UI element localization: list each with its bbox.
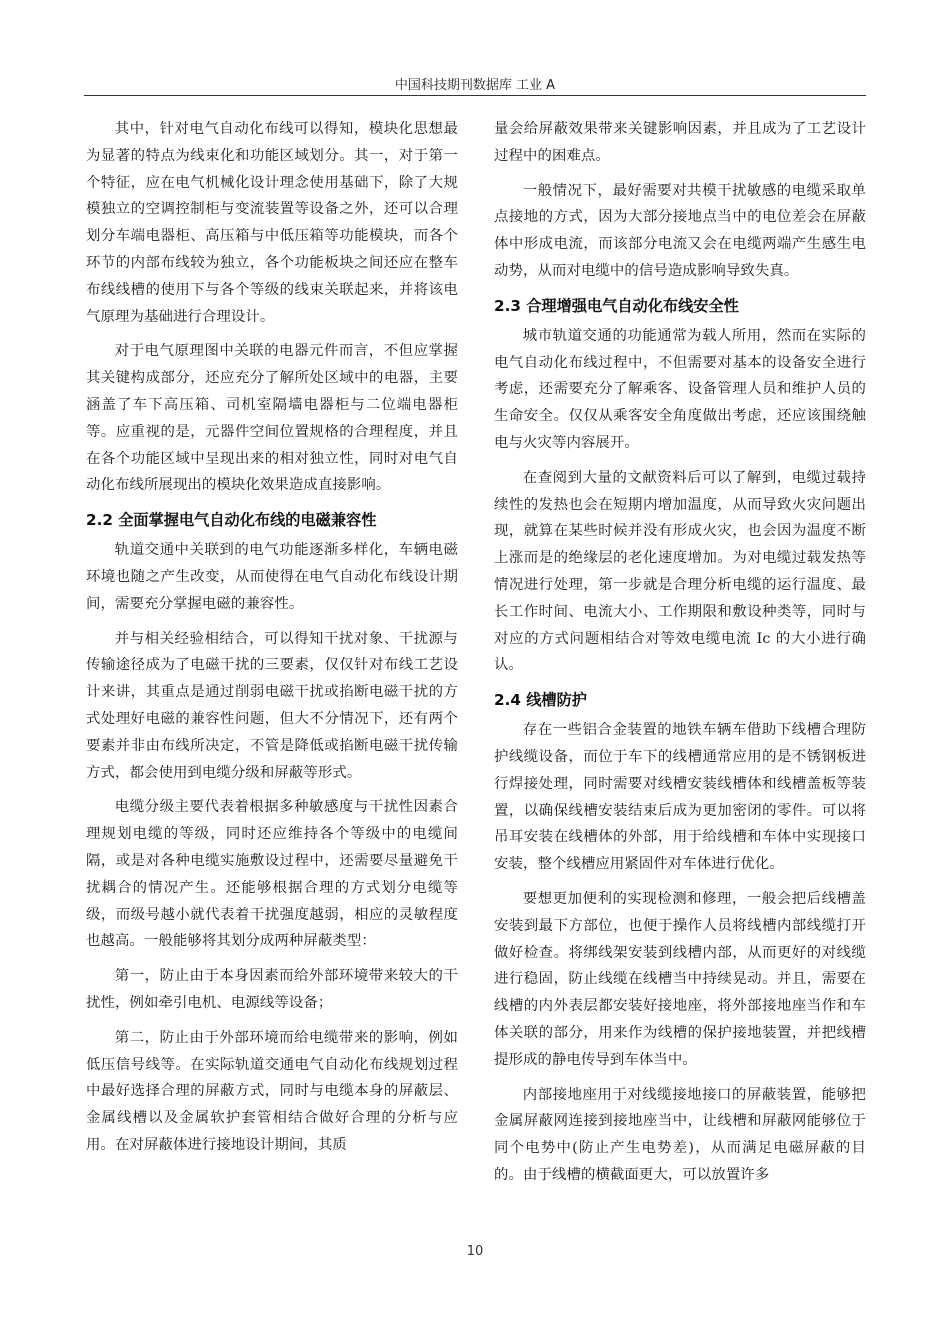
paragraph: 要想更加便利的实现检测和修理，一般会把后线槽盖安装到最下方部位，也便于操作人员将线槽内部线缆打开做好检查。将绑线架安装到线槽内部，从而更好的对线缆进行稳固，防止线缆在线槽当中持续晃动。并且，需要在线槽的内外表层都安装好接地座，将外部接地座当作和车体关联的部分，用来作为线槽的保护接地装置，并把线槽提形成的静电传导到车体当中。 [494, 890, 866, 1068]
paragraph: 内部接地座用于对线缆接地接口的屏蔽装置，能够把金属屏蔽网连接到接地座当中，让线槽和屏蔽网能够位于同个电势中(防止产生电势差)，从而满足电磁屏蔽的目的。由于线槽的横截面更大，可以放置许多 [494, 1086, 866, 1183]
section-heading-2-4: 2.4 线槽防护 [494, 691, 587, 710]
paragraph: 第一，防止由于本身因素而给外部环境带来较大的干扰性，例如牵引电机、电源线等设备； [86, 968, 458, 1011]
paragraph: 存在一些铝合金装置的地铁车辆车借助下线槽合理防护线缆设备，而位于车下的线槽通常应用的是不锈钢板进行焊接处理，同时需要对线槽安装线槽体和线槽盖板等装置，以确保线槽安装结束后成为更加密闭的零件。可以将吊耳安装在线槽体的外部，用于给线槽和车体中实现接口安装，整个线槽应用紧固件对车体进行优化。 [494, 722, 866, 873]
paragraph: 一般情况下，最好需要对共模干扰敏感的电缆采取单点接地的方式，因为大部分接地点当中的电位差会在屏蔽体中形成电流，而该部分电流又会在电缆两端产生感生电动势，从而对电缆中的信号造成影响导致失真。 [494, 182, 866, 279]
paragraph: 电缆分级主要代表着根据多种敏感度与干扰性因素合理规划电缆的等级，同时还应维持各个等级中的电缆间隔，或是对各种电缆实施敷设过程中，还需要尽量避免干扰耦合的情况产生。还能够根据合理的方式划分电缆等级，而级号越小就代表着干扰强度越弱，相应的灵敏程度也越高。一般能够将其划分成两种屏蔽类型： [86, 799, 458, 950]
page-number: 10 [466, 1244, 484, 1259]
paragraph: 轨道交通中关联到的电气功能逐渐多样化，车辆电磁环境也随之产生改变，从而使得在电气自动化布线设计期间，需要充分掌握电磁的兼容性。 [86, 542, 458, 612]
paragraph: 城市轨道交通的功能通常为载人所用，然而在实际的电气自动化布线过程中，不但需要对基本的设备安全进行考虑，还需要充分了解乘客、设备管理人员和维护人员的生命安全。仅仅从乘客安全角度做出考虑，还应该围绕触电与火灾等内容展开。 [494, 327, 866, 451]
section-heading-2-3: 2.3 合理增强电气自动化布线安全性 [494, 296, 739, 315]
running-header: 中国科技期刊数据库 工业 A [394, 78, 556, 93]
paragraph: 其中，针对电气自动化布线可以得知，模块化思想最为显著的特点为线束化和功能区域划分。其一，对于第一个特征，应在电气机械化设计理念使用基础下，除了大规模独立的空调控制柜与变流装置等设备之外，还可以合理划分车端电器柜、高压箱与中低压箱等功能模块，而各个环节的内部布线较为独立，各个功能板块之间还应在整车布线线槽的使用下与各个等级的线束关联起来，并将该电气原理为基础进行合理设计。 [86, 121, 458, 325]
paragraph: 对于电气原理图中关联的电器元件而言，不但应掌握其关键构成部分，还应充分了解所处区域中的电器，主要涵盖了车下高压箱、司机室隔墙电器柜与二位端电器柜等。应重视的是，元器件空间位置规格的合理程度，并且在各个功能区域中呈现出来的相对独立性，同时对电气自动化布线所展现出的模块化效果造成直接影响。 [86, 343, 458, 494]
paragraph: 第二，防止由于外部环境而给电缆带来的影响，例如低压信号线等。在实际轨道交通电气自动化布线规划过程中最好选择合理的屏蔽方式，同时与电缆本身的屏蔽层、金属线槽以及金属软护套管相结合做好合理的分析与应用。在对屏蔽体进行接地设计期间，其质 [86, 1029, 458, 1153]
paragraph: 并与相关经验相结合，可以得知干扰对象、干扰源与传输途径成为了电磁干扰的三要素，仅仅针对布线工艺设计来讲，其重点是通过削弱电磁干扰或掐断电磁干扰的方式处理好电磁的兼容性问题，但大不分情况下，还有两个要素并非由布线所决定，不管是降低或掐断电磁干扰传输方式，都会使用到电缆分级和屏蔽等形式。 [86, 630, 458, 781]
right-column [494, 116, 866, 1197]
paragraph-continued: 量会给屏蔽效果带来关键影响因素，并且成为了工艺设计过程中的困难点。 [494, 121, 866, 164]
left-column [86, 116, 458, 1167]
paragraph: 在查阅到大量的文献资料后可以了解到，电缆过载持续性的发热也会在短期内增加温度，从而导致火灾问题出现，就算在某些时候并没有形成火灾，也会因为温度不断上涨而是的绝缘层的老化速度增加。为对电缆过载发热等情况进行处理，第一步就是合理分析电缆的运行温度、最长工作时间、电流大小、工作期限和敷设种类等，同时与对应的方式问题相结合对等效电缆电流 Ic 的大小进行确认。 [494, 469, 866, 674]
header-rule [84, 95, 866, 96]
section-heading-2-2: 2.2 全面掌握电气自动化布线的电磁兼容性 [86, 511, 377, 530]
